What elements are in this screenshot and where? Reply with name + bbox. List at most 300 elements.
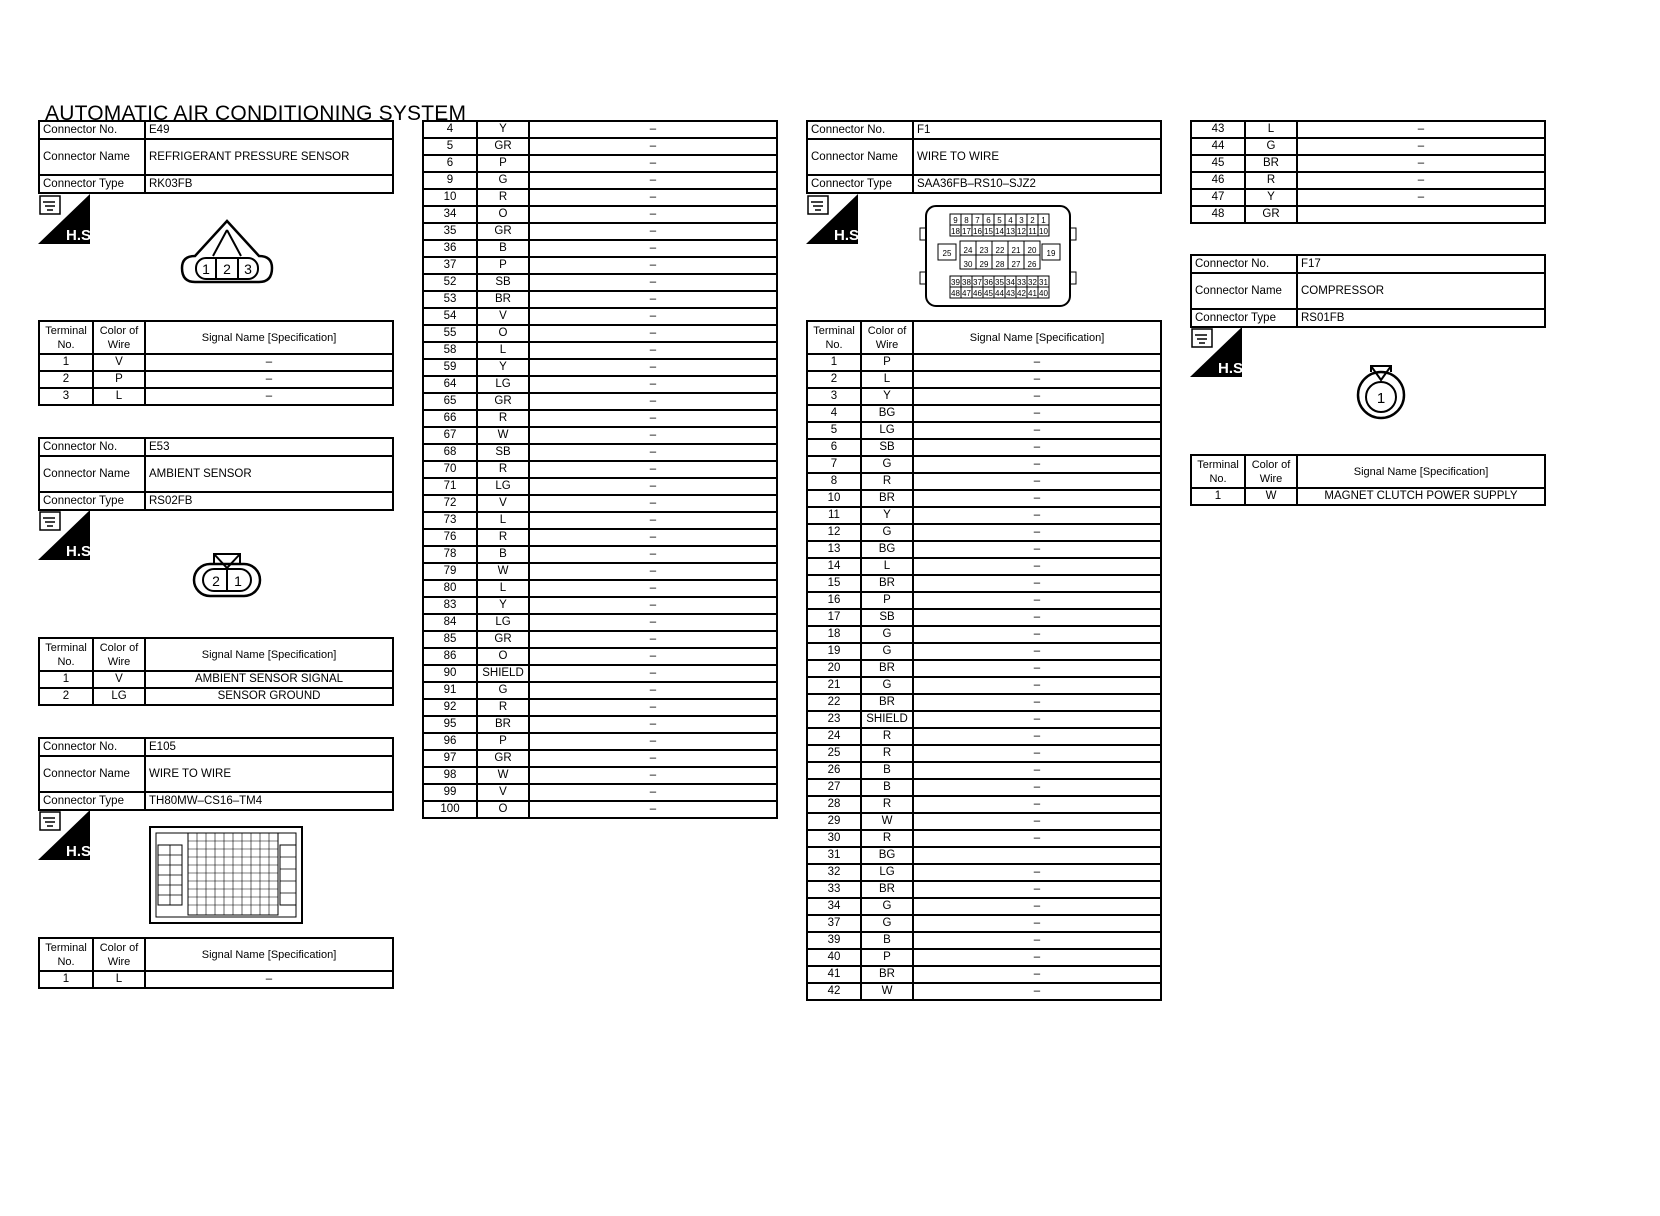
- wire-color-cell: R: [861, 796, 913, 813]
- table-row: [1191, 189, 1545, 206]
- connector-no: F17: [1297, 255, 1545, 273]
- wire-color-cell: B: [477, 240, 529, 257]
- connector-diagram-f17: [1354, 364, 1408, 422]
- pin-label: 41: [1028, 289, 1037, 298]
- wire-color-cell: GR: [477, 631, 529, 648]
- pin-label: 4: [1008, 216, 1013, 225]
- wire-color-cell: LG: [477, 376, 529, 393]
- signal-name-cell: –: [1297, 121, 1545, 138]
- wire-color-cell: L: [861, 371, 913, 388]
- signal-name-cell: –: [1297, 138, 1545, 155]
- wire-color-cell: R: [861, 473, 913, 490]
- header-terminal-no: Terminal No.: [39, 638, 93, 671]
- signal-name-cell: –: [529, 240, 777, 257]
- terminal-no-cell: 18: [807, 626, 861, 643]
- pin-label: 1: [202, 261, 210, 277]
- table-row: [39, 671, 393, 688]
- table-row: [807, 728, 1161, 745]
- wire-color-cell: Y: [477, 597, 529, 614]
- hs-icon: [38, 810, 96, 860]
- terminal-no-cell: 54: [423, 308, 477, 325]
- page-title: AUTOMATIC AIR CONDITIONING SYSTEM: [45, 102, 467, 125]
- terminal-no-cell: 1: [807, 354, 861, 371]
- terminal-no-cell: 29: [807, 813, 861, 830]
- table-row: [423, 614, 777, 631]
- terminal-no-cell: 37: [423, 257, 477, 274]
- wire-color-cell: R: [477, 410, 529, 427]
- table-row: [807, 694, 1161, 711]
- signal-name-cell: –: [913, 490, 1161, 507]
- terminal-no-cell: 64: [423, 376, 477, 393]
- wire-color-cell: O: [477, 648, 529, 665]
- terminal-no-cell: 20: [807, 660, 861, 677]
- table-row: [807, 677, 1161, 694]
- header-terminal-no: Terminal No.: [1191, 455, 1245, 488]
- connector-type: SAA36FB–RS10–SJZ2: [913, 175, 1161, 193]
- wire-color-cell: R: [477, 699, 529, 716]
- terminal-no-cell: 72: [423, 495, 477, 512]
- wire-color-cell: LG: [477, 614, 529, 631]
- wire-color-cell: G: [861, 456, 913, 473]
- signal-name-cell: –: [529, 580, 777, 597]
- wire-color-cell: B: [861, 779, 913, 796]
- wire-color-cell: G: [1245, 138, 1297, 155]
- terminal-no-cell: 16: [807, 592, 861, 609]
- terminal-no-cell: 2: [807, 371, 861, 388]
- pin-label: 2: [212, 573, 220, 589]
- wire-color-cell: LG: [861, 422, 913, 439]
- connector-type: RK03FB: [145, 175, 393, 193]
- pin-label: 22: [995, 246, 1005, 255]
- terminal-no-cell: 35: [423, 223, 477, 240]
- pin-label: 38: [962, 278, 971, 287]
- wire-color-cell: R: [477, 461, 529, 478]
- table-row: [423, 206, 777, 223]
- table-row: [423, 155, 777, 172]
- table-row: [423, 682, 777, 699]
- wire-color-cell: G: [861, 915, 913, 932]
- pin-label: 44: [995, 289, 1004, 298]
- table-row: [39, 971, 393, 988]
- table-row: [423, 359, 777, 376]
- wire-color-cell: G: [861, 626, 913, 643]
- table-row: [423, 478, 777, 495]
- header-color-of-wire: Color of Wire: [861, 321, 913, 354]
- wire-color-cell: W: [477, 427, 529, 444]
- terminal-no-cell: 92: [423, 699, 477, 716]
- wire-color-cell: B: [477, 546, 529, 563]
- wire-color-cell: P: [477, 733, 529, 750]
- terminal-no-cell: 42: [807, 983, 861, 1000]
- terminal-no-cell: 1: [39, 971, 93, 988]
- terminal-no-cell: 6: [423, 155, 477, 172]
- wire-color-cell: L: [477, 512, 529, 529]
- terminal-no-cell: 1: [1191, 488, 1245, 505]
- terminal-no-cell: 70: [423, 461, 477, 478]
- table-row: [39, 354, 393, 371]
- table-row: [807, 388, 1161, 405]
- f1-pin-rows: [938, 214, 1060, 298]
- table-row: [807, 949, 1161, 966]
- signal-name-cell: –: [913, 745, 1161, 762]
- table-row: [423, 631, 777, 648]
- terminal-no-cell: 2: [39, 688, 93, 705]
- hs-icon: [38, 510, 96, 560]
- signal-name-cell: –: [913, 830, 1161, 847]
- table-row: [423, 563, 777, 580]
- signal-name-cell: –: [913, 507, 1161, 524]
- terminal-table-f1-continued: [1190, 120, 1546, 224]
- terminal-no-cell: 47: [1191, 189, 1245, 206]
- wire-color-cell: BR: [477, 716, 529, 733]
- label-connector-no: Connector No.: [39, 738, 145, 756]
- header-signal-name: Signal Name [Specification]: [145, 938, 393, 971]
- table-row: [423, 308, 777, 325]
- wire-color-cell: W: [861, 983, 913, 1000]
- table-row: [807, 371, 1161, 388]
- terminal-no-cell: 39: [807, 932, 861, 949]
- terminal-no-cell: 48: [1191, 206, 1245, 223]
- pin-label: 34: [1006, 278, 1015, 287]
- wire-color-cell: W: [861, 813, 913, 830]
- terminal-no-cell: 100: [423, 801, 477, 818]
- wire-color-cell: Y: [477, 359, 529, 376]
- signal-name-cell: –: [529, 257, 777, 274]
- table-row: [423, 257, 777, 274]
- table-row: [807, 558, 1161, 575]
- wire-color-cell: Y: [477, 121, 529, 138]
- signal-name-cell: –: [1297, 189, 1545, 206]
- terminal-no-cell: 5: [423, 138, 477, 155]
- signal-name-cell: –: [913, 932, 1161, 949]
- signal-name-cell: –: [913, 779, 1161, 796]
- pin-label: 3: [244, 261, 252, 277]
- table-row: [807, 592, 1161, 609]
- terminal-no-cell: 4: [423, 121, 477, 138]
- table-row: [423, 444, 777, 461]
- connector-name: AMBIENT SENSOR: [145, 456, 393, 492]
- wire-color-cell: LG: [93, 688, 145, 705]
- pin-label: 46: [973, 289, 982, 298]
- wire-color-cell: SB: [477, 444, 529, 461]
- connector-diagram-e53: [192, 550, 264, 600]
- signal-name-cell: –: [913, 405, 1161, 422]
- table-row: [423, 733, 777, 750]
- pin-label: 2: [1030, 216, 1035, 225]
- signal-name-cell: –: [529, 512, 777, 529]
- pin-label: 35: [995, 278, 1004, 287]
- terminal-no-cell: 21: [807, 677, 861, 694]
- label-connector-type: Connector Type: [39, 492, 145, 510]
- terminal-table-f17: [1190, 454, 1546, 506]
- signal-name-cell: –: [529, 716, 777, 733]
- wire-color-cell: V: [477, 495, 529, 512]
- label-connector-no: Connector No.: [807, 121, 913, 139]
- connector-info-f17: [1190, 254, 1546, 328]
- terminal-table-e49: [38, 320, 394, 406]
- table-row: [423, 172, 777, 189]
- pin-label: 33: [1017, 278, 1026, 287]
- terminal-no-cell: 85: [423, 631, 477, 648]
- terminal-no-cell: 15: [807, 575, 861, 592]
- wire-color-cell: Y: [861, 507, 913, 524]
- signal-name-cell: –: [913, 592, 1161, 609]
- table-row: [423, 223, 777, 240]
- wire-color-cell: BR: [861, 966, 913, 983]
- table-row: [807, 473, 1161, 490]
- terminal-table-f1: [806, 320, 1162, 1001]
- terminal-no-cell: 40: [807, 949, 861, 966]
- signal-name-cell: –: [145, 971, 393, 988]
- signal-name-cell: [1297, 206, 1545, 223]
- signal-name-cell: –: [529, 410, 777, 427]
- table-row: [807, 745, 1161, 762]
- hs-icon: [1190, 327, 1248, 377]
- connector-type: RS01FB: [1297, 309, 1545, 327]
- table-row: [807, 898, 1161, 915]
- terminal-no-cell: 84: [423, 614, 477, 631]
- wire-color-cell: SB: [861, 609, 913, 626]
- signal-name-cell: –: [913, 371, 1161, 388]
- table-row: [39, 688, 393, 705]
- terminal-no-cell: 45: [1191, 155, 1245, 172]
- wire-color-cell: W: [1245, 488, 1297, 505]
- table-row: [1191, 121, 1545, 138]
- pin-label: 17: [962, 227, 971, 236]
- terminal-no-cell: 78: [423, 546, 477, 563]
- table-row: [807, 915, 1161, 932]
- wire-color-cell: R: [477, 189, 529, 206]
- hs-icon: [38, 194, 96, 244]
- signal-name-cell: –: [145, 354, 393, 371]
- signal-name-cell: –: [913, 881, 1161, 898]
- table-row: [1191, 206, 1545, 223]
- wire-color-cell: BG: [861, 541, 913, 558]
- table-row: [39, 388, 393, 405]
- signal-name-cell: –: [529, 750, 777, 767]
- table-row: [807, 847, 1161, 864]
- connector-name: REFRIGERANT PRESSURE SENSOR: [145, 139, 393, 175]
- connector-type: TH80MW–CS16–TM4: [145, 792, 393, 810]
- signal-name-cell: –: [529, 784, 777, 801]
- pin-label: 1: [1041, 216, 1046, 225]
- wire-color-cell: BR: [861, 881, 913, 898]
- table-row: [423, 240, 777, 257]
- connector-no: E49: [145, 121, 393, 139]
- pin-label: 26: [1027, 260, 1037, 269]
- table-row: [423, 325, 777, 342]
- header-terminal-no: Terminal No.: [807, 321, 861, 354]
- signal-name-cell: –: [529, 478, 777, 495]
- wire-color-cell: L: [477, 580, 529, 597]
- pin-label: 27: [1011, 260, 1021, 269]
- table-row: [807, 660, 1161, 677]
- pin-label: 11: [1028, 227, 1037, 236]
- table-row: [423, 189, 777, 206]
- pin-label: 37: [973, 278, 982, 287]
- signal-name-cell: –: [1297, 155, 1545, 172]
- wire-color-cell: P: [861, 354, 913, 371]
- signal-name-cell: MAGNET CLUTCH POWER SUPPLY: [1297, 488, 1545, 505]
- header-signal-name: Signal Name [Specification]: [913, 321, 1161, 354]
- wire-color-cell: BR: [861, 660, 913, 677]
- signal-name-cell: –: [529, 274, 777, 291]
- connector-diagram-e49: [180, 218, 275, 288]
- connector-diagram-e105: [148, 825, 304, 925]
- terminal-table-e105-continued: [422, 120, 778, 819]
- table-row: [423, 767, 777, 784]
- wire-color-cell: GR: [477, 750, 529, 767]
- connector-name: WIRE TO WIRE: [145, 756, 393, 792]
- wire-color-cell: V: [477, 784, 529, 801]
- signal-name-cell: –: [913, 541, 1161, 558]
- signal-name-cell: AMBIENT SENSOR SIGNAL: [145, 671, 393, 688]
- terminal-no-cell: 53: [423, 291, 477, 308]
- table-row: [807, 864, 1161, 881]
- wire-color-cell: SB: [477, 274, 529, 291]
- wire-color-cell: R: [861, 728, 913, 745]
- wire-color-cell: R: [1245, 172, 1297, 189]
- pin-label: 40: [1039, 289, 1048, 298]
- pin-label: 47: [962, 289, 971, 298]
- signal-name-cell: –: [529, 495, 777, 512]
- table-row: [807, 405, 1161, 422]
- terminal-no-cell: 68: [423, 444, 477, 461]
- wire-color-cell: L: [861, 558, 913, 575]
- terminal-no-cell: 2: [39, 371, 93, 388]
- signal-name-cell: –: [529, 546, 777, 563]
- wire-color-cell: R: [477, 529, 529, 546]
- connector-no: F1: [913, 121, 1161, 139]
- wire-color-cell: O: [477, 801, 529, 818]
- wire-color-cell: LG: [477, 478, 529, 495]
- connector-diagram-f1: [918, 204, 1078, 308]
- terminal-no-cell: 83: [423, 597, 477, 614]
- table-row: [807, 779, 1161, 796]
- signal-name-cell: –: [529, 121, 777, 138]
- header-signal-name: Signal Name [Specification]: [145, 321, 393, 354]
- terminal-no-cell: 79: [423, 563, 477, 580]
- table-row: [423, 410, 777, 427]
- wire-color-cell: R: [861, 745, 913, 762]
- wire-color-cell: W: [477, 563, 529, 580]
- signal-name-cell: –: [913, 711, 1161, 728]
- terminal-no-cell: 91: [423, 682, 477, 699]
- pin-label: 48: [951, 289, 960, 298]
- wire-color-cell: G: [861, 677, 913, 694]
- signal-name-cell: –: [529, 155, 777, 172]
- terminal-no-cell: 24: [807, 728, 861, 745]
- label-connector-no: Connector No.: [39, 121, 145, 139]
- terminal-no-cell: 25: [807, 745, 861, 762]
- table-row: [807, 830, 1161, 847]
- terminal-no-cell: 36: [423, 240, 477, 257]
- connector-no: E53: [145, 438, 393, 456]
- table-row: [807, 439, 1161, 456]
- wire-color-cell: L: [1245, 121, 1297, 138]
- table-row: [423, 512, 777, 529]
- wire-color-cell: P: [861, 592, 913, 609]
- signal-name-cell: –: [529, 733, 777, 750]
- signal-name-cell: –: [529, 138, 777, 155]
- pin-label: 30: [963, 260, 973, 269]
- wire-color-cell: R: [861, 830, 913, 847]
- signal-name-cell: –: [529, 631, 777, 648]
- table-row: [423, 274, 777, 291]
- wire-color-cell: P: [861, 949, 913, 966]
- connector-info-e49: [38, 120, 394, 194]
- pin-label: 12: [1017, 227, 1026, 236]
- terminal-no-cell: 80: [423, 580, 477, 597]
- pin-label: 7: [975, 216, 980, 225]
- signal-name-cell: –: [529, 444, 777, 461]
- terminal-no-cell: 12: [807, 524, 861, 541]
- table-row: [423, 750, 777, 767]
- signal-name-cell: –: [529, 699, 777, 716]
- table-row: [1191, 155, 1545, 172]
- terminal-no-cell: 76: [423, 529, 477, 546]
- signal-name-cell: –: [529, 529, 777, 546]
- table-row: [1191, 138, 1545, 155]
- wire-color-cell: BR: [861, 575, 913, 592]
- wire-color-cell: SHIELD: [861, 711, 913, 728]
- terminal-no-cell: 26: [807, 762, 861, 779]
- terminal-no-cell: 32: [807, 864, 861, 881]
- signal-name-cell: –: [913, 524, 1161, 541]
- wire-color-cell: B: [861, 932, 913, 949]
- signal-name-cell: –: [529, 665, 777, 682]
- signal-name-cell: –: [913, 558, 1161, 575]
- wire-color-cell: V: [477, 308, 529, 325]
- label-connector-name: Connector Name: [807, 139, 913, 175]
- table-row: [423, 291, 777, 308]
- terminal-no-cell: 71: [423, 478, 477, 495]
- signal-name-cell: –: [913, 677, 1161, 694]
- wire-color-cell: W: [477, 767, 529, 784]
- pin-label: 42: [1017, 289, 1026, 298]
- signal-name-cell: –: [529, 801, 777, 818]
- table-row: [807, 541, 1161, 558]
- signal-name-cell: –: [913, 728, 1161, 745]
- wire-color-cell: G: [861, 524, 913, 541]
- table-row: [423, 597, 777, 614]
- pin-label: 1: [234, 573, 242, 589]
- terminal-no-cell: 99: [423, 784, 477, 801]
- table-row: [423, 138, 777, 155]
- pin-label: 25: [942, 249, 952, 258]
- signal-name-cell: –: [913, 626, 1161, 643]
- header-signal-name: Signal Name [Specification]: [145, 638, 393, 671]
- pin-label: 10: [1039, 227, 1048, 236]
- wire-color-cell: P: [93, 371, 145, 388]
- pin-label: 21: [1011, 246, 1021, 255]
- terminal-no-cell: 28: [807, 796, 861, 813]
- wire-color-cell: G: [477, 682, 529, 699]
- wire-color-cell: GR: [477, 393, 529, 410]
- terminal-no-cell: 30: [807, 830, 861, 847]
- signal-name-cell: –: [529, 325, 777, 342]
- wire-color-cell: SHIELD: [477, 665, 529, 682]
- table-row: [423, 393, 777, 410]
- pin-label: 13: [1006, 227, 1015, 236]
- signal-name-cell: –: [529, 648, 777, 665]
- signal-name-cell: –: [529, 342, 777, 359]
- terminal-no-cell: 3: [807, 388, 861, 405]
- signal-name-cell: –: [913, 473, 1161, 490]
- signal-name-cell: –: [913, 575, 1161, 592]
- terminal-no-cell: 46: [1191, 172, 1245, 189]
- table-row: [807, 524, 1161, 541]
